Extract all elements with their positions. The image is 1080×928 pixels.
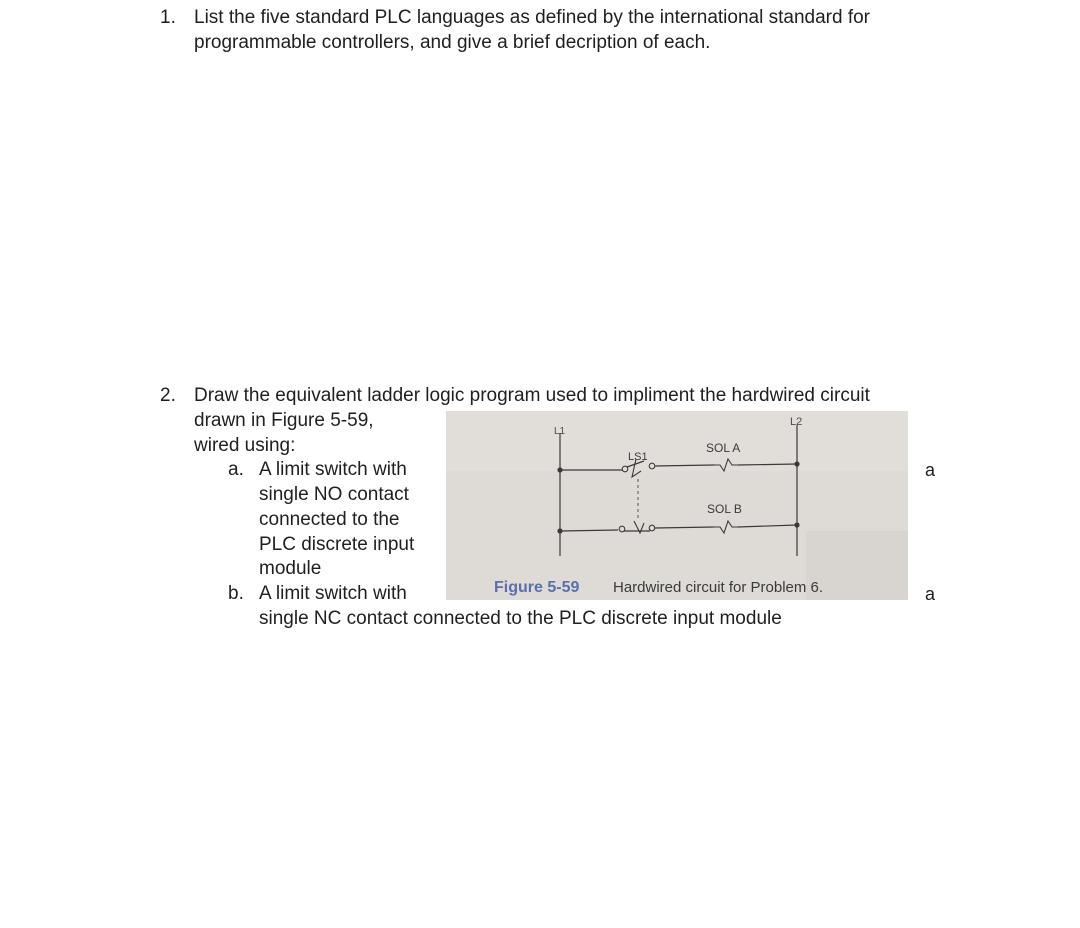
rung1-l2-node: [794, 461, 799, 466]
q2-item-a-line4: PLC discrete input: [259, 534, 415, 555]
figure-caption-text: Hardwired circuit for Problem 6.: [613, 579, 824, 596]
q1-number: 1.: [160, 7, 176, 28]
rung2-l2-node: [794, 522, 799, 527]
sol-b-label: SOL B: [707, 502, 742, 516]
rung1-l1-node: [557, 467, 562, 472]
q2-item-a-marker: a.: [228, 459, 244, 480]
hardwired-circuit-diagram: [446, 411, 908, 600]
l1-label: L1: [554, 426, 566, 437]
q2-item-a-line5: module: [259, 558, 322, 579]
sol-a-label: SOL A: [706, 441, 741, 455]
q2-item-a-line2: single NO contact: [259, 484, 409, 505]
q2-item-a-line3: connected to the: [259, 509, 400, 530]
q2-item-a-line1: A limit switch with: [259, 459, 407, 480]
figure-caption-label: Figure 5-59: [494, 579, 580, 596]
q1-text-line2: programmable controllers, and give a brief decription of each.: [194, 32, 711, 53]
q2-item-b-marker: b.: [228, 583, 244, 604]
rung2-l1-node: [557, 528, 562, 533]
figure-5-59-photo: [446, 411, 908, 600]
l2-label: L2: [790, 416, 803, 428]
q2-number: 2.: [160, 385, 176, 406]
q1-text-line1: List the five standard PLC languages as defined by the international standard for: [194, 7, 870, 28]
side-letter-a2: a: [925, 584, 936, 604]
q2-item-b-line1: A limit switch with: [259, 583, 407, 604]
q2-text-line3: wired using:: [194, 435, 296, 456]
side-letter-a1: a: [925, 460, 936, 480]
photo-highlight: [446, 411, 908, 471]
q2-text-line1: Draw the equivalent ladder logic program used to impliment the hardwired circuit: [194, 385, 870, 406]
ls1-label: LS1: [628, 451, 648, 463]
q2-item-b-line2: single NC contact connected to the PLC discrete input module: [259, 608, 782, 629]
q2-text-line2: drawn in Figure 5-59,: [194, 410, 374, 431]
